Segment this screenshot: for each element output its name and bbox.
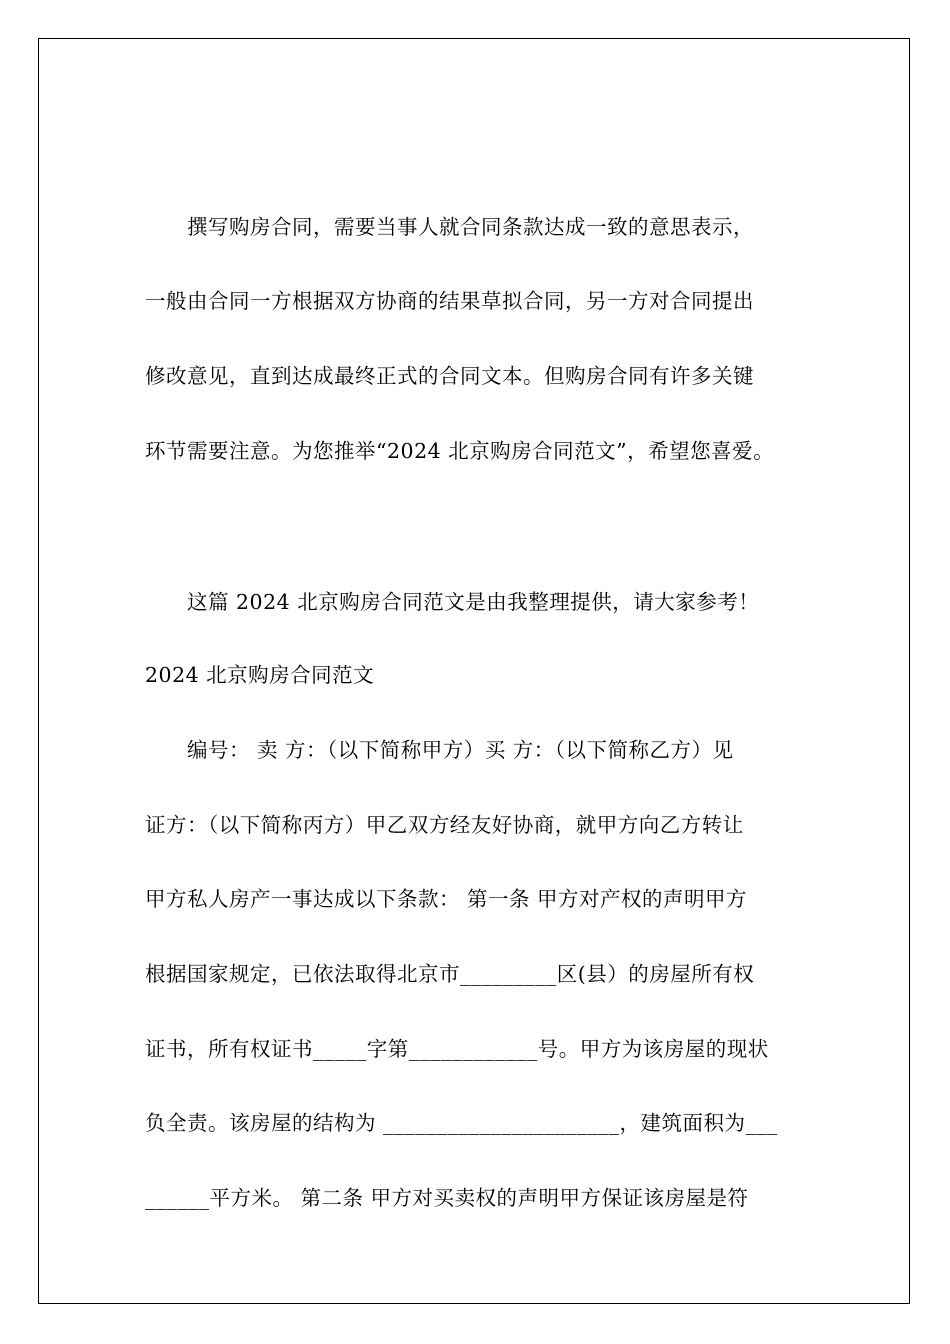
document-heading: 2024 北京购房合同范文 xyxy=(145,663,375,687)
paragraph-1-line-4: 环节需要注意。为您推举“2024 北京购房合同范文”，希望您喜爱。 xyxy=(145,439,775,463)
paragraph-3-line-4: 根据国家规定，已依法取得北京市_________区(县）的房屋所有权 xyxy=(145,962,755,986)
paragraph-3-line-3: 甲方私人房产一事达成以下条款： 第一条 甲方对产权的声明甲方 xyxy=(145,887,748,911)
paragraph-3-line-2: 证方：（以下简称丙方）甲乙双方经友好协商，就甲方向乙方转让 xyxy=(145,813,744,837)
paragraph-3-line-6: 负全责。该房屋的结构为 ______________________，建筑面积为___ xyxy=(145,1111,778,1135)
paragraph-2-line-1: 这篇 2024 北京购房合同范文是由我整理提供，请大家参考！ xyxy=(187,590,760,614)
paragraph-3-line-1: 编号： 卖 方：（以下简称甲方）买 方：（以下简称乙方）见 xyxy=(187,738,734,762)
paragraph-3-line-5: 证书，所有权证书_____字第____________号。甲方为该房屋的现状 xyxy=(145,1037,769,1061)
paragraph-1-line-2: 一般由合同一方根据双方协商的结果草拟合同，另一方对合同提出 xyxy=(145,289,754,313)
paragraph-1-line-3: 修改意见，直到达成最终正式的合同文本。但购房合同有许多关键 xyxy=(145,364,754,388)
paragraph-3-line-7: ______平方米。 第二条 甲方对买卖权的声明甲方保证该房屋是符 xyxy=(145,1186,749,1210)
paragraph-1-line-1: 撰写购房合同，需要当事人就合同条款达成一致的意思表示， xyxy=(187,215,754,239)
